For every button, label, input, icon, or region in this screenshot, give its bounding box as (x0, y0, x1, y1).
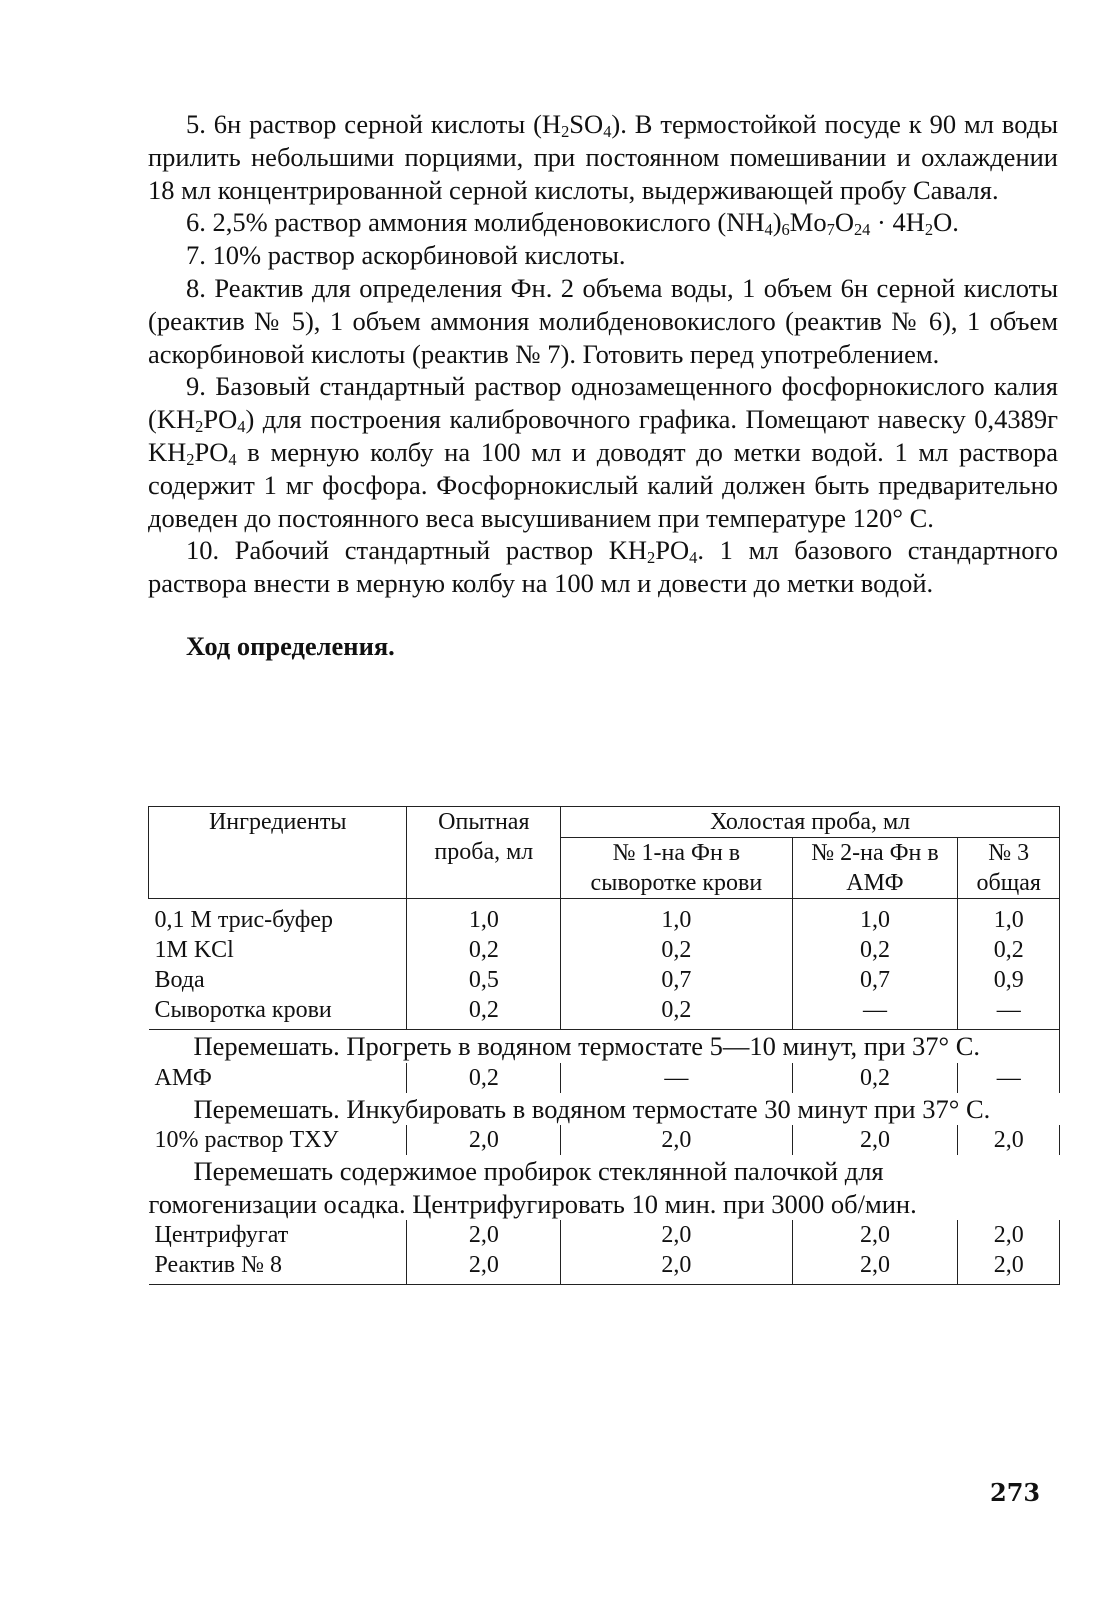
table-cell: — (792, 995, 958, 1030)
table-note-1: Перемешать. Прогреть в водяном термостате 5—10 минут, при 37° С. (149, 1030, 1060, 1063)
table-cell: 2,0 (407, 1220, 561, 1250)
header-experimental: Опытная проба, мл (407, 807, 561, 899)
table-cell: 2,0 (792, 1250, 958, 1285)
table-cell: Сыворотка крови (149, 995, 407, 1030)
table-cell: 0,2 (407, 995, 561, 1030)
table-cell: 0,2 (792, 1063, 958, 1093)
table-cell: 0,9 (958, 965, 1060, 995)
table-cell: 0,2 (561, 995, 792, 1030)
table-cell: 0,2 (561, 935, 792, 965)
table-note-3: Перемешать содержимое пробирок стеклянной палочкой для гомогенизации осадка. Центрифугировать 10 мин. при 3000 об/мин. (148, 1156, 917, 1219)
header-blank1: № 1-на Фн в сыворотке крови (561, 838, 792, 899)
table-cell: 2,0 (561, 1220, 792, 1250)
table-cell: 1,0 (407, 899, 561, 936)
table-cell: 0,2 (407, 1063, 561, 1093)
table-cell: — (561, 1063, 792, 1093)
paragraph-10: 10. Рабочий стандартный раствор $KH_2PO_4$. 1 мл базового стандартного раствора внести в мерную колбу на 100 мл и довести до метки водой. (148, 535, 1058, 599)
table-cell: 1,0 (561, 899, 792, 936)
table-cell: 2,0 (958, 1220, 1060, 1250)
section-heading: Ход определения. (186, 630, 395, 661)
paragraph-5: 5. 6н раствор серной кислоты $(H_2SO_4)$. В термостойкой посуде к 90 мл воды прилить небольшими порциями, при постоянном помешивании и охлаждении 18 мл концентрированной серной кислоты, выдерживающей пробу Саваля. (148, 109, 1058, 205)
table-cell: 2,0 (561, 1250, 792, 1285)
table-cell: 2,0 (407, 1250, 561, 1285)
table-block-4 (149, 1220, 1060, 1285)
table-cell: 0,2 (958, 935, 1060, 965)
table-cell: 10% раствор ТХУ (154, 1127, 339, 1153)
table-row (149, 1125, 1060, 1155)
table-row (149, 1063, 1060, 1093)
paragraph-9: 9. Базовый стандартный раствор однозамещенного фосфорнокислого калия $(KH_2PO_4)$ для построения калибровочного графика. Помещают навеску 0,4389г $KH_2PO_4$ в мерную колбу на 100 мл и доводят до метки водой. 1 мл раствора содержит 1 мг фосфора. Фосфорнокислый калий должен быть предварительно доведен до постоянного веса высушиванием при температуре 120° С. (148, 371, 1058, 533)
table-cell: АМФ (154, 1064, 212, 1091)
table-block-1 (149, 899, 1060, 1030)
table-row (149, 1220, 1060, 1250)
table-cell: 0,7 (792, 965, 958, 995)
paragraph-8: 8. Реактив для определения Фн. 2 объема воды, 1 объем 6н серной кислоты (реактив № 5), 1 объем аммония молибденовокислого (реактив № 6), 1 объем аскорбиновой кислоты (реактив № 7). Готовить перед употреблением. (148, 272, 1058, 369)
table-row (149, 899, 1060, 936)
table-cell: 0,1 М трис-буфер (149, 899, 407, 936)
table-row (149, 995, 1060, 1030)
table-cell: 0,5 (407, 965, 561, 995)
text-body (148, 108, 1058, 662)
table-row (149, 965, 1060, 995)
table-cell: 2,0 (792, 1220, 958, 1250)
table-block-3 (149, 1125, 1060, 1155)
paragraph-6: 6. 2,5% раствор аммония молибденовокислого $(NH_4)_6Mo_7O_{24} \cdot 4H_2O$. (186, 207, 959, 240)
table-cell: 2,0 (958, 1250, 1060, 1285)
table-row (149, 1250, 1060, 1285)
table-cell: — (958, 1063, 1060, 1093)
table-cell: Вода (154, 967, 205, 993)
table-cell: 1,0 (958, 899, 1060, 936)
table-cell: 2,0 (561, 1125, 792, 1155)
table-cell: 0,7 (561, 965, 792, 995)
table-cell: Центрифугат (154, 1222, 289, 1248)
page-number: 273 (990, 1478, 1041, 1507)
table-cell: 1,0 (792, 899, 958, 936)
header-blank-group: Холостая проба, мл (561, 807, 1060, 838)
table-cell: Реактив № 8 (149, 1250, 407, 1285)
table-cell: 1М KCl (154, 937, 234, 963)
table-note-2: Перемешать. Инкубировать в водяном термостате 30 минут при 37° С. (193, 1093, 991, 1124)
header-blank3: № 3 общая (958, 838, 1060, 899)
table-cell: 0,2 (792, 935, 958, 965)
header-blank2: № 2-на Фн в АМФ (792, 838, 958, 899)
table-cell: — (958, 995, 1060, 1030)
paragraph-7: 7. 10% раствор аскорбиновой кислоты. (186, 240, 626, 271)
table-cell: 2,0 (792, 1125, 958, 1155)
table-cell: 2,0 (407, 1125, 561, 1155)
table-block-2 (149, 1063, 1060, 1093)
table-cell: 2,0 (958, 1125, 1060, 1155)
header-ingredients: Ингредиенты (149, 807, 407, 899)
table-row (149, 935, 1060, 965)
table-cell: 0,2 (407, 935, 561, 965)
procedure-table (148, 806, 1060, 1285)
